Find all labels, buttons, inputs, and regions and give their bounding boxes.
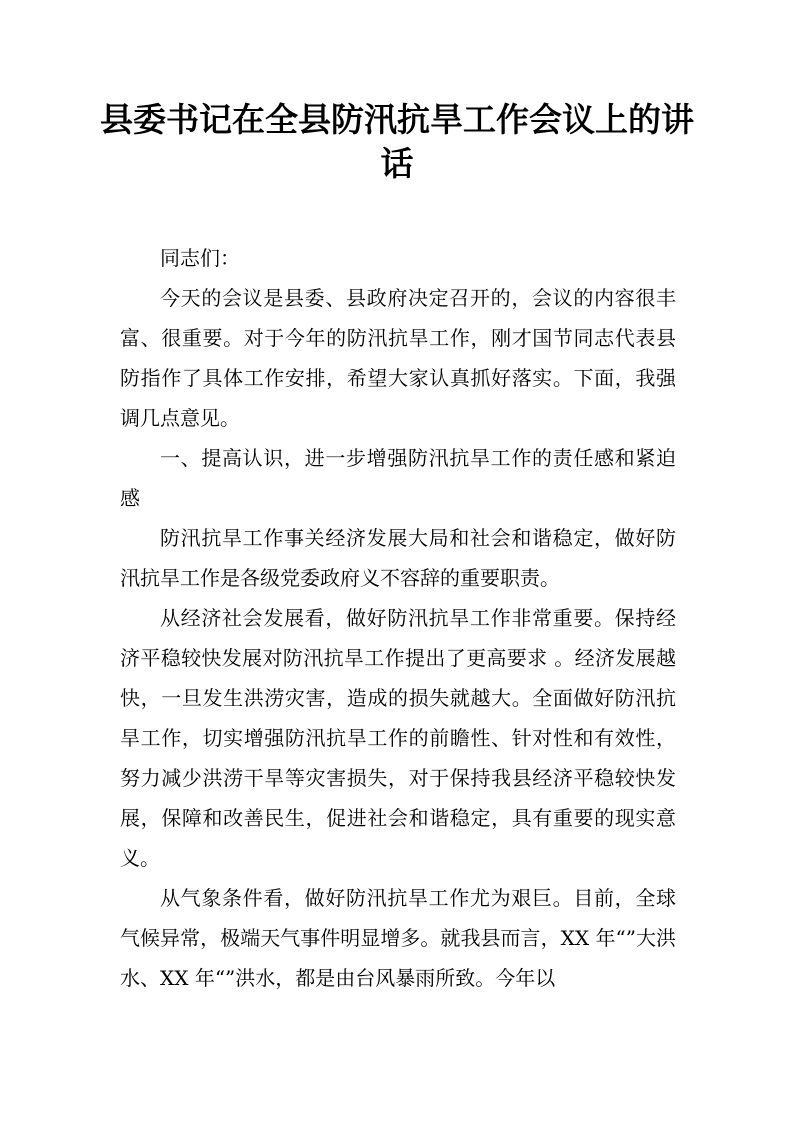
document-body — [120, 238, 676, 998]
document-title: 县委书记在全县防汛抗旱工作会议上的讲话 — [100, 100, 694, 183]
paragraph-opening: 今天的会议是县委、县政府决定召开的，会议的内容很丰富、很重要。对于今年的防汛抗旱工作，刚才国节同志代表县防指作了具体工作安排，希望大家认真抓好落实。下面，我强调几点意见。 — [120, 286, 676, 430]
section-heading-1: 一、提高认识，进一步增强防汛抗旱工作的责任感和紧迫感 — [120, 446, 676, 510]
paragraph: 防汛抗旱工作事关经济发展大局和社会和谐稳定，做好防汛抗旱工作是各级党委政府义不容辞的重要职责。 — [120, 526, 676, 590]
salutation: 同志们： — [160, 246, 240, 270]
paragraph: 从气象条件看，做好防汛抗旱工作尤为艰巨。目前，全球气候异常，极端天气事件明显增多。就我县而言，XX 年“”大洪水、XX 年“”洪水，都是由台风暴雨所致。今年以 — [120, 886, 676, 990]
paragraph: 从经济社会发展看，做好防汛抗旱工作非常重要。保持经济平稳较快发展对防汛抗旱工作提出了更高要求 。经济发展越快，一旦发生洪涝灾害，造成的损失就越大。全面做好防汛抗旱工作，切实增强防汛抗旱工作的前瞻性、针对性和有效性，努力减少洪涝干旱等灾害损失，对于保持我县经济平稳较快发展，保障和改善民生，促进社会和谐稳定，具有重要的现实意义。 — [120, 606, 676, 870]
